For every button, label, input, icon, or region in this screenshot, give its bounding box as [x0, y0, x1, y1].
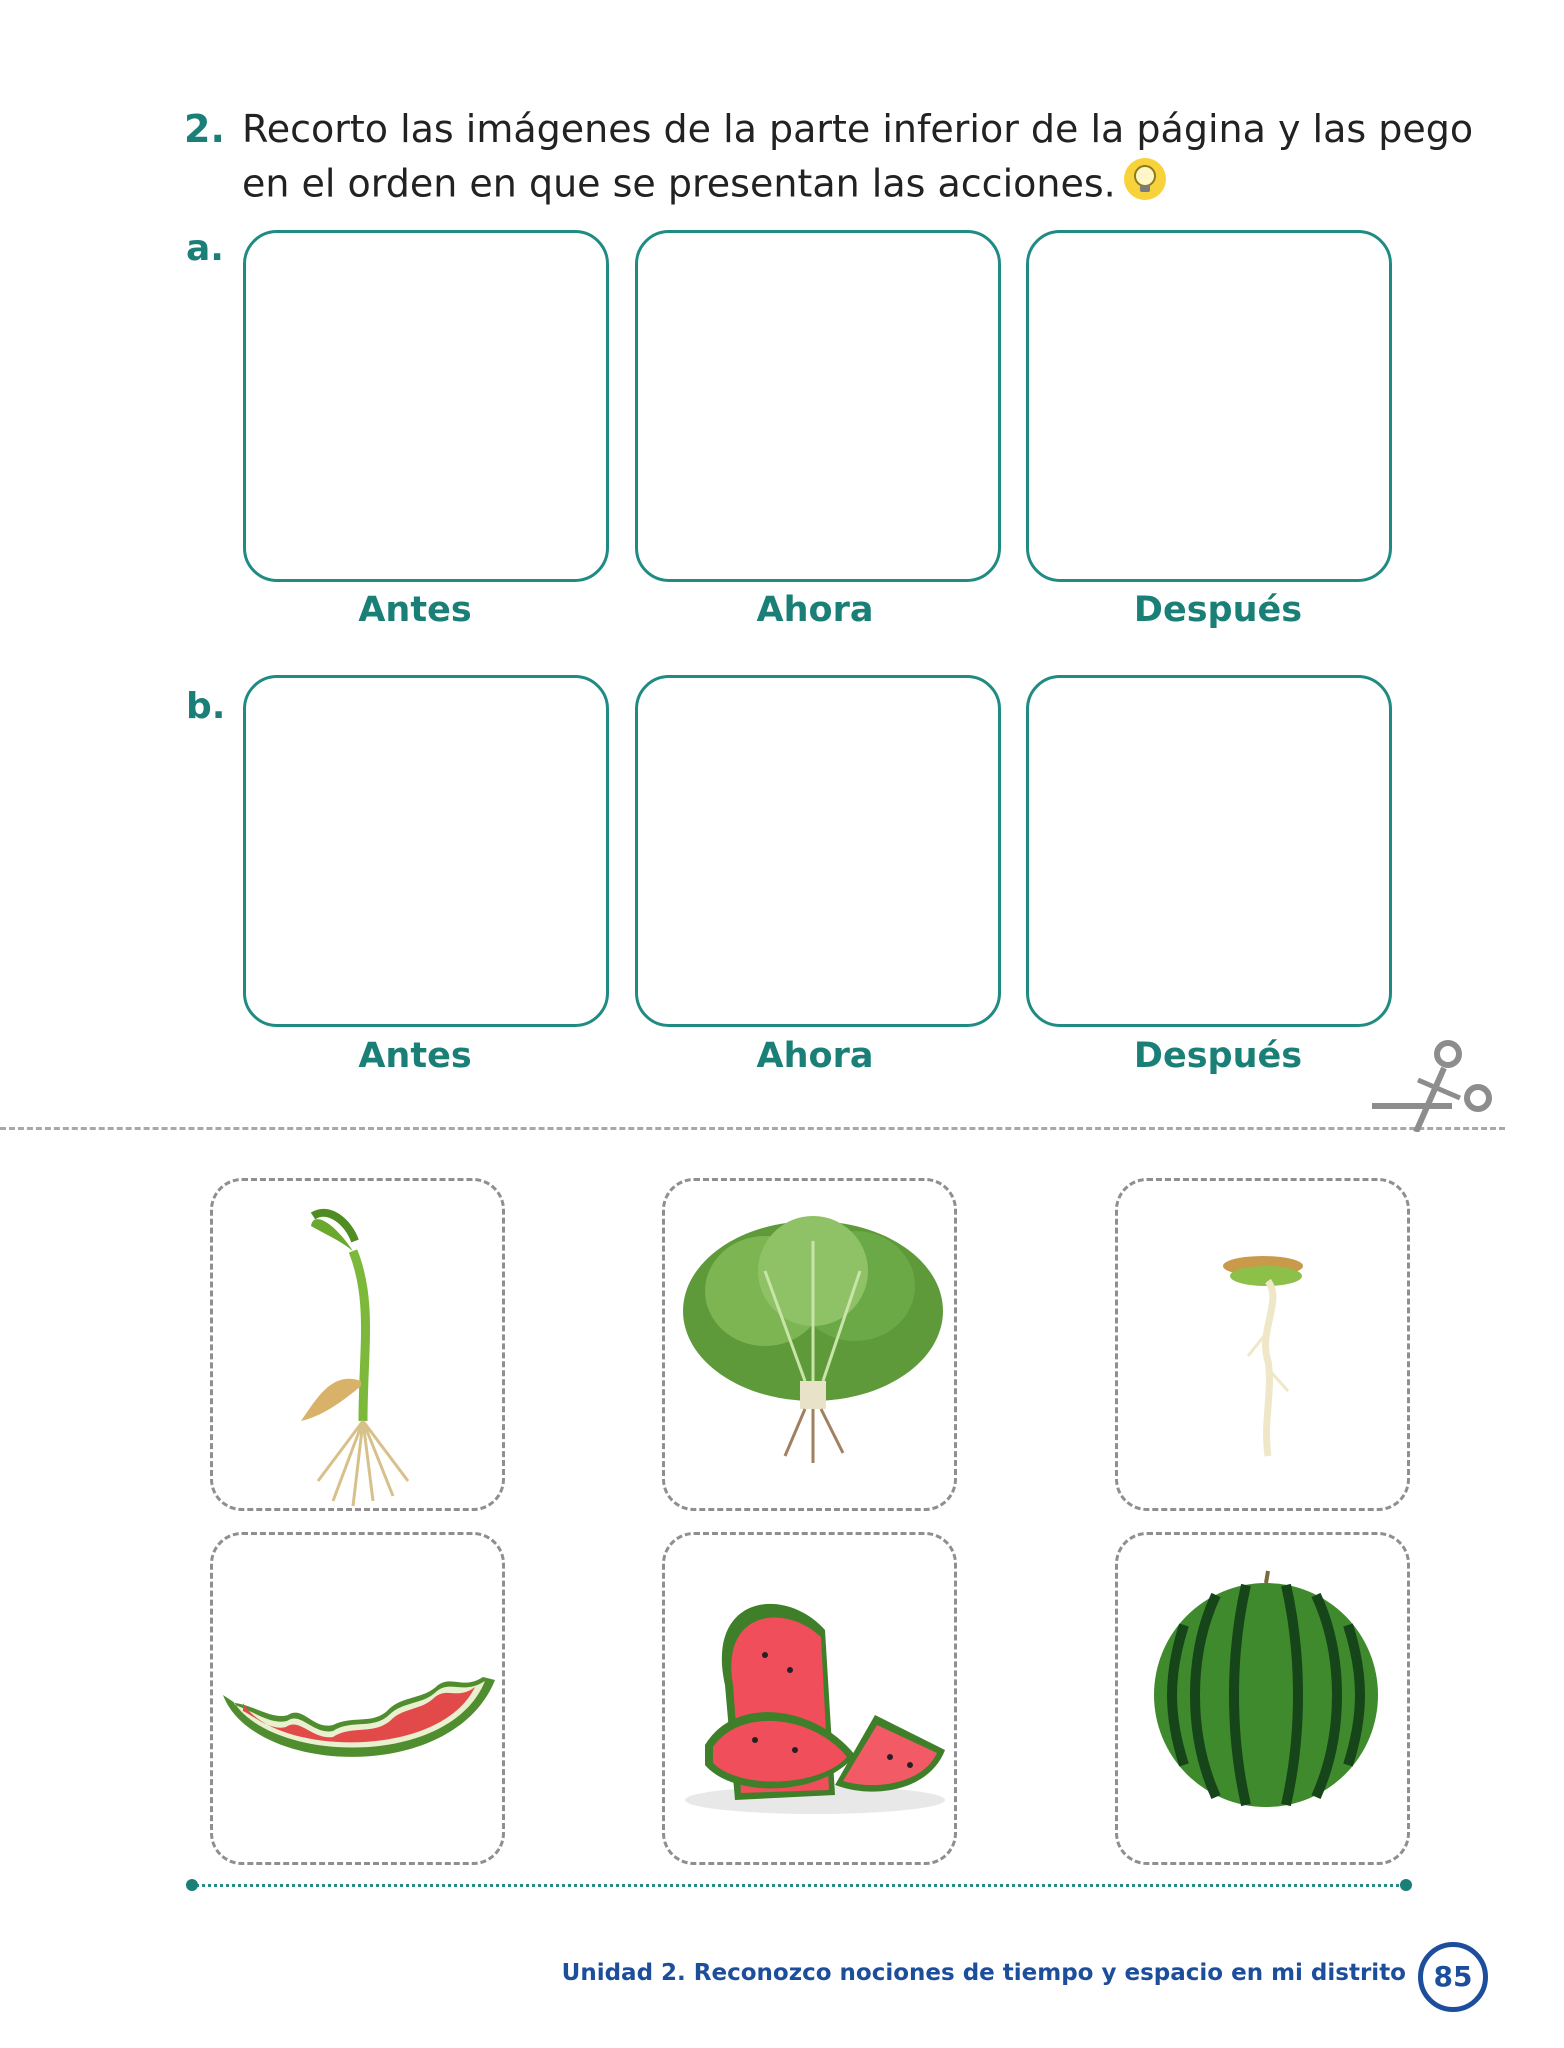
cutout-card-germinating-seed[interactable]: [1115, 1178, 1410, 1511]
row-label-b: b.: [186, 686, 226, 727]
exercise-number: 2.: [184, 107, 225, 151]
cutout-lettuce-icon: [665, 1181, 957, 1511]
instruction-line-2: en el orden en que se presentan las acciones.: [242, 161, 1116, 206]
cutout-watermelon-slices-icon: [665, 1535, 957, 1865]
caption-a-despues: Después: [1133, 590, 1303, 630]
paste-box-a-despues[interactable]: [1026, 230, 1392, 582]
cutout-whole-watermelon-icon: [1118, 1535, 1410, 1865]
cutout-watermelon-rind-icon: [213, 1535, 505, 1865]
lightbulb-icon: [1122, 156, 1168, 216]
paste-box-b-despues[interactable]: [1026, 675, 1392, 1027]
paste-box-b-ahora[interactable]: [635, 675, 1001, 1027]
cutout-card-lettuce[interactable]: [662, 1178, 957, 1511]
footer-unit-title: Unidad 2. Reconozco nociones de tiempo y espacio en mi distrito: [561, 1960, 1406, 1986]
scissors-icon: [1372, 1040, 1496, 1136]
footer-line: [190, 1884, 1405, 1887]
caption-b-antes: Antes: [358, 1036, 472, 1076]
paste-box-b-antes[interactable]: [243, 675, 609, 1027]
footer-line-dot-left: [186, 1879, 198, 1891]
cutout-card-sprout[interactable]: [210, 1178, 505, 1511]
row-label-a: a.: [186, 228, 224, 269]
caption-a-ahora: Ahora: [756, 590, 874, 630]
cut-line: [0, 1127, 1505, 1130]
cutout-sprout-icon: [213, 1181, 505, 1511]
caption-b-despues: Después: [1133, 1036, 1303, 1076]
cutout-germinating-seed-icon: [1118, 1181, 1410, 1511]
caption-a-antes: Antes: [358, 590, 472, 630]
paste-box-a-ahora[interactable]: [635, 230, 1001, 582]
cutout-card-watermelon-slices[interactable]: [662, 1532, 957, 1865]
instruction-line-1: Recorto las imágenes de la parte inferior de la página y las pego: [242, 107, 1474, 151]
footer-line-dot-right: [1400, 1879, 1412, 1891]
page-number: 85: [1418, 1942, 1488, 2012]
cutout-card-watermelon-rind[interactable]: [210, 1532, 505, 1865]
instruction: [184, 102, 1474, 216]
cutout-card-whole-watermelon[interactable]: [1115, 1532, 1410, 1865]
paste-box-a-antes[interactable]: [243, 230, 609, 582]
caption-b-ahora: Ahora: [756, 1036, 874, 1076]
